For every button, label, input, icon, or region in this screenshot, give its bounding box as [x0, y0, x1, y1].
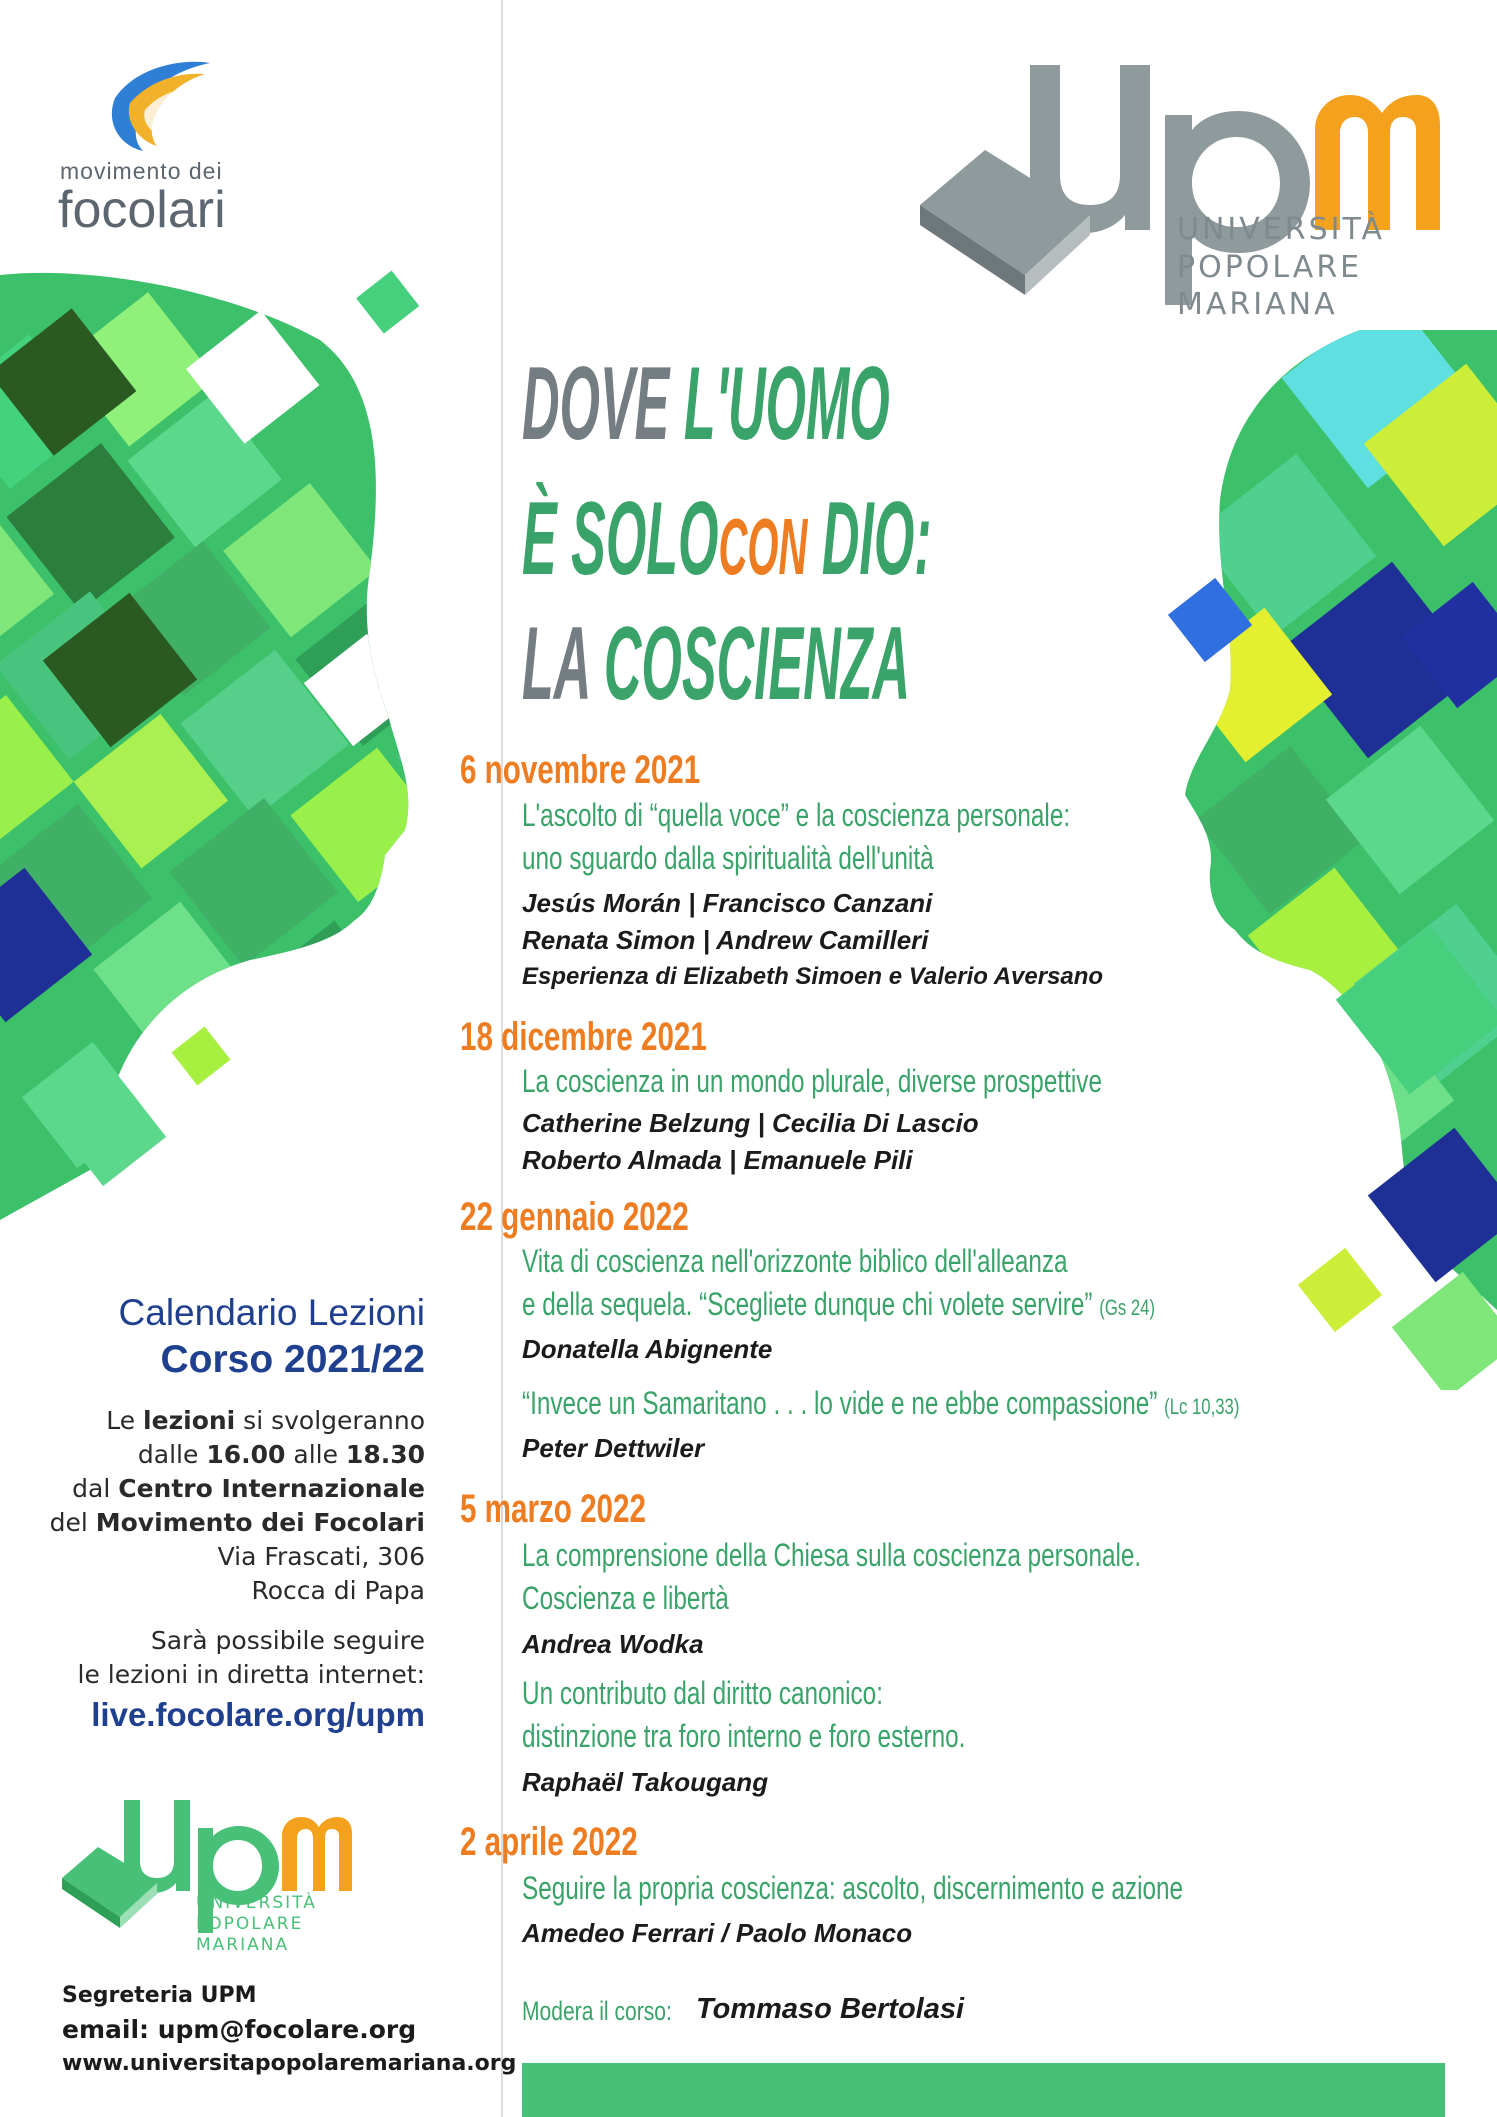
- address-city: Rocca di Papa: [251, 1576, 425, 1605]
- info-line: [106, 1404, 425, 1438]
- info-line: Sarà possibile seguire: [150, 1626, 425, 1655]
- title-word-con: CON: [718, 502, 808, 591]
- upm-top-line1: UNIVERSITÀ: [1177, 212, 1385, 247]
- info-bold: 16.00: [206, 1440, 286, 1469]
- session-topic: Vita di coscienza nell'orizzonte biblico dell'alleanza: [522, 1243, 1068, 1279]
- session-speakers: Esperienza di Elizabeth Simoen e Valerio Aversano: [522, 963, 1104, 990]
- session-topic: [522, 1385, 1239, 1422]
- topic-text: “Invece un Samaritano . . . lo vide e ne ebbe compassione”: [522, 1385, 1158, 1421]
- session-topic: L'ascolto di “quella voce” e la coscienza personale:: [522, 797, 1071, 833]
- info-bold: Centro Internazionale: [118, 1474, 425, 1503]
- upm-bottom-line3: MARIANA: [196, 1935, 290, 1955]
- info-line: [72, 1472, 425, 1506]
- title-word-coscienza: COSCIENZA: [603, 606, 911, 722]
- focolari-logo-line1: movimento dei: [60, 158, 223, 184]
- topic-text: e della sequela. “Scegliete dunque chi volete servire”: [522, 1286, 1093, 1322]
- info-text: si svolgeranno: [235, 1406, 425, 1435]
- info-bold: Movimento dei Focolari: [95, 1508, 425, 1537]
- info-bold: 18.30: [345, 1440, 425, 1469]
- upm-bottom-line2: POPOLARE: [196, 1914, 304, 1934]
- info-line: le lezioni in diretta internet:: [77, 1660, 425, 1689]
- title-word-dove: DOVE: [522, 346, 670, 462]
- info-line: [138, 1438, 425, 1472]
- moderator-name: Tommaso Bertolasi: [696, 1993, 965, 2025]
- secretariat-label: Segreteria UPM: [62, 1983, 257, 2008]
- upm-top-line3: MARIANA: [1177, 287, 1338, 322]
- session-speakers: Renata Simon | Andrew Camilleri: [522, 925, 929, 955]
- session-topic: La comprensione della Chiesa sulla coscienza personale.: [522, 1537, 1142, 1573]
- right-head-mosaic-illustration: [1160, 330, 1497, 1390]
- info-text: del: [49, 1508, 96, 1537]
- title-word-luomo: L'UOMO: [683, 346, 890, 462]
- upm-bottom-line1: UNIVERSITÀ: [196, 1893, 317, 1913]
- session-topic: Seguire la propria coscienza: ascolto, discernimento e azione: [522, 1870, 1184, 1906]
- session-date: 5 marzo 2022: [460, 1487, 646, 1531]
- session-date: 18 dicembre 2021: [460, 1015, 707, 1059]
- address-street: Via Frascati, 306: [217, 1542, 425, 1571]
- session-date: 6 novembre 2021: [460, 748, 701, 792]
- info-text: dalle: [137, 1440, 207, 1469]
- title-line1: [522, 345, 890, 464]
- session-speakers: Peter Dettwiler: [522, 1433, 705, 1463]
- title-word-la: LA: [522, 606, 590, 722]
- info-text: dal: [72, 1474, 119, 1503]
- session-speakers: Amedeo Ferrari / Paolo Monaco: [522, 1918, 913, 1948]
- info-text: Le: [106, 1406, 144, 1435]
- title-line3: [522, 605, 910, 724]
- bible-reference: (Lc 10,33): [1164, 1394, 1240, 1419]
- session-speakers: Catherine Belzung | Cecilia Di Lascio: [522, 1108, 979, 1138]
- info-text: alle: [285, 1440, 346, 1469]
- bible-reference: (Gs 24): [1099, 1295, 1156, 1320]
- course-title: Corso 2021/22: [160, 1338, 425, 1381]
- website-link[interactable]: www.universitapopolaremariana.org: [62, 2051, 517, 2076]
- session-speakers: Donatella Abignente: [522, 1334, 773, 1364]
- contact-email[interactable]: email: upm@focolare.org: [62, 2015, 417, 2044]
- bottom-green-bar: [522, 2063, 1445, 2117]
- calendar-title: Calendario Lezioni: [118, 1292, 425, 1333]
- focolari-swoosh-logo: [95, 58, 215, 153]
- session-topic: [522, 1286, 1155, 1323]
- live-stream-link[interactable]: live.focolare.org/upm: [91, 1696, 425, 1733]
- session-topic: Coscienza e libertà: [522, 1580, 729, 1616]
- session-date: 2 aprile 2022: [460, 1820, 638, 1864]
- session-topic: Un contributo dal diritto canonico:: [522, 1675, 883, 1711]
- info-bold: lezioni: [143, 1406, 236, 1435]
- upm-top-line2: POPOLARE: [1177, 250, 1363, 285]
- title-line2: [522, 480, 932, 599]
- left-head-mosaic-illustration: [0, 270, 420, 1220]
- title-word-e-solo: È SOLO: [522, 481, 719, 597]
- session-speakers: Andrea Wodka: [522, 1629, 704, 1659]
- title-word-dio: DIO:: [821, 481, 932, 597]
- session-speakers: Roberto Almada | Emanuele Pili: [522, 1145, 913, 1175]
- session-speakers: Raphaël Takougang: [522, 1767, 769, 1797]
- moderator-label: Modera il corso:: [522, 1996, 672, 2026]
- session-topic: La coscienza in un mondo plurale, diverse prospettive: [522, 1063, 1102, 1099]
- focolari-logo-line2: focolari: [58, 181, 226, 239]
- session-speakers: Jesús Morán | Francisco Canzani: [522, 888, 933, 918]
- session-date: 22 gennaio 2022: [460, 1195, 689, 1239]
- info-line: [50, 1506, 425, 1540]
- session-topic: distinzione tra foro interno e foro esterno.: [522, 1718, 966, 1754]
- session-topic: uno sguardo dalla spiritualità dell'unità: [522, 840, 934, 876]
